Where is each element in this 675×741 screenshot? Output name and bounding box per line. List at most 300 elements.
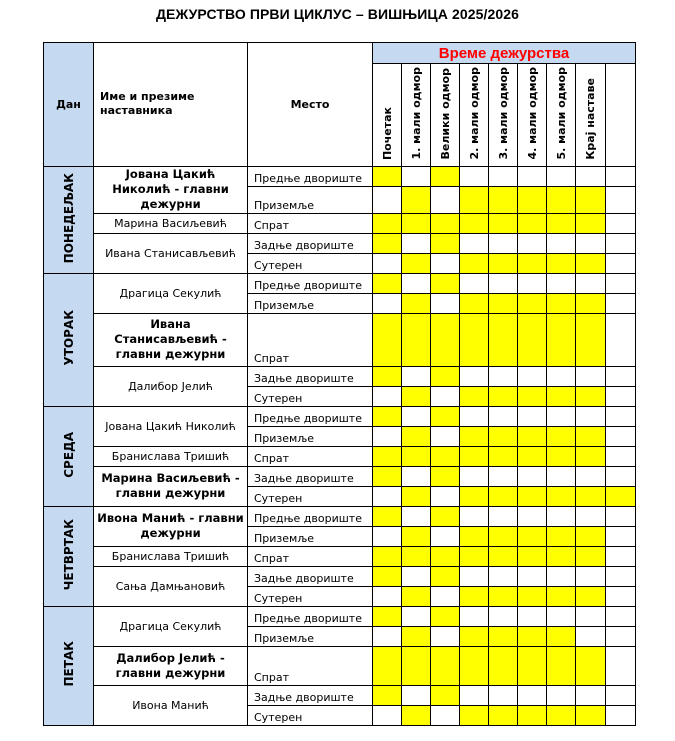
place-cell: Спрат [248, 546, 373, 566]
duty-cell-empty [460, 506, 489, 526]
duty-cell-empty [431, 705, 460, 725]
header-time-column [547, 64, 576, 167]
duty-cell-empty [606, 626, 636, 646]
duty-cell-active [460, 186, 489, 213]
duty-cell-active [431, 606, 460, 626]
duty-cell-active [489, 586, 518, 606]
duty-cell-empty [606, 233, 636, 253]
duty-cell-active [402, 313, 431, 366]
duty-cell-empty [402, 233, 431, 253]
duty-cell-active [518, 386, 547, 406]
duty-cell-active [402, 293, 431, 313]
duty-cell-empty [402, 406, 431, 426]
schedule-row [44, 606, 636, 626]
duty-cell-active [576, 646, 606, 685]
duty-cell-empty [547, 606, 576, 626]
duty-cell-empty [431, 253, 460, 273]
duty-cell-active [518, 213, 547, 233]
duty-cell-active [431, 685, 460, 705]
duty-cell-empty [373, 526, 402, 546]
schedule-row [44, 566, 636, 586]
duty-cell-active [576, 586, 606, 606]
place-cell: Спрат [248, 313, 373, 366]
place-cell: Предње двориште [248, 166, 373, 186]
duty-cell-active [518, 186, 547, 213]
duty-cell-empty [518, 506, 547, 526]
duty-cell-empty [402, 366, 431, 386]
duty-cell-active [431, 233, 460, 253]
duty-cell-active [402, 386, 431, 406]
duty-cell-empty [606, 273, 636, 293]
schedule-row [44, 366, 636, 386]
duty-cell-empty [402, 166, 431, 186]
header-time-column [576, 64, 606, 167]
day-cell [44, 273, 94, 406]
duty-cell-empty [606, 606, 636, 626]
header-time-column [489, 64, 518, 167]
duty-cell-active [460, 526, 489, 546]
duty-cell-empty [489, 366, 518, 386]
duty-cell-active [460, 646, 489, 685]
duty-cell-active [576, 253, 606, 273]
duty-cell-active [518, 626, 547, 646]
duty-cell-active [431, 366, 460, 386]
duty-cell-active [547, 486, 576, 506]
duty-cell-empty [518, 166, 547, 186]
duty-cell-active [373, 466, 402, 486]
duty-cell-active [460, 486, 489, 506]
duty-cell-empty [547, 366, 576, 386]
duty-cell-active [518, 253, 547, 273]
duty-cell-active [547, 293, 576, 313]
duty-cell-empty [460, 566, 489, 586]
place-cell: Задње двориште [248, 685, 373, 705]
place-cell: Спрат [248, 646, 373, 685]
duty-cell-active [402, 546, 431, 566]
duty-cell-active [489, 486, 518, 506]
duty-cell-active [489, 705, 518, 725]
duty-cell-active [431, 646, 460, 685]
duty-cell-active [518, 426, 547, 446]
place-cell: Задње двориште [248, 566, 373, 586]
duty-cell-empty [547, 406, 576, 426]
duty-cell-active [547, 446, 576, 466]
header-time-column [460, 64, 489, 167]
duty-cell-empty [606, 446, 636, 466]
duty-cell-empty [431, 626, 460, 646]
teacher-name: Ивона Манић [94, 685, 248, 725]
duty-cell-active [576, 426, 606, 446]
duty-cell-active [489, 526, 518, 546]
duty-cell-active [547, 526, 576, 546]
duty-cell-active [431, 506, 460, 526]
duty-cell-empty [489, 406, 518, 426]
duty-cell-empty [518, 566, 547, 586]
duty-cell-empty [489, 566, 518, 586]
duty-cell-empty [606, 506, 636, 526]
duty-cell-empty [606, 386, 636, 406]
duty-cell-active [402, 526, 431, 546]
duty-cell-empty [518, 366, 547, 386]
duty-cell-active [402, 705, 431, 725]
duty-cell-empty [402, 273, 431, 293]
duty-cell-active [576, 293, 606, 313]
duty-cell-empty [373, 626, 402, 646]
duty-cell-active [373, 685, 402, 705]
duty-cell-active [576, 705, 606, 725]
duty-cell-active [489, 313, 518, 366]
place-cell: Приземље [248, 426, 373, 446]
duty-cell-active [576, 446, 606, 466]
duty-cell-empty [431, 526, 460, 546]
duty-cell-active [402, 186, 431, 213]
duty-cell-active [518, 446, 547, 466]
schedule-row [44, 233, 636, 253]
page-title: ДЕЖУРСТВО ПРВИ ЦИКЛУС – ВИШЊИЦА 2025/2026 [155, 6, 520, 22]
duty-cell-empty [576, 606, 606, 626]
duty-cell-active [402, 213, 431, 233]
duty-cell-empty [518, 685, 547, 705]
duty-cell-active [460, 253, 489, 273]
schedule-row [44, 685, 636, 705]
duty-cell-empty [606, 366, 636, 386]
duty-cell-empty [373, 705, 402, 725]
duty-cell-active [518, 313, 547, 366]
duty-cell-empty [460, 366, 489, 386]
duty-cell-empty [460, 166, 489, 186]
duty-cell-active [373, 606, 402, 626]
schedule-row [44, 166, 636, 186]
duty-cell-empty [373, 426, 402, 446]
duty-cell-active [460, 626, 489, 646]
duty-cell-active [518, 546, 547, 566]
schedule-row [44, 466, 636, 486]
duty-cell-empty [373, 586, 402, 606]
schedule-row [44, 406, 636, 426]
duty-cell-active [373, 446, 402, 466]
duty-cell-empty [489, 685, 518, 705]
teacher-name: Драгица Секулић [94, 606, 248, 646]
place-cell: Задње двориште [248, 466, 373, 486]
header-time-column-label: 2. мали одмор [467, 67, 481, 160]
duty-cell-empty [489, 466, 518, 486]
duty-cell-empty [606, 253, 636, 273]
duty-cell-active [431, 213, 460, 233]
duty-cell-empty [460, 606, 489, 626]
day-label: ПОНЕДЕЉАК [61, 172, 76, 264]
main-teacher-name: Ивона Манић - главни дежурни [94, 506, 248, 546]
duty-cell-active [460, 426, 489, 446]
duty-cell-active [576, 526, 606, 546]
duty-cell-active [547, 253, 576, 273]
duty-cell-active [518, 705, 547, 725]
duty-cell-active [547, 186, 576, 213]
schedule-row [44, 273, 636, 293]
duty-cell-active [518, 293, 547, 313]
duty-cell-active [431, 406, 460, 426]
teacher-name: Бранислава Тришић [94, 546, 248, 566]
schedule-row [44, 546, 636, 566]
place-cell: Задње двориште [248, 233, 373, 253]
duty-cell-empty [460, 406, 489, 426]
duty-cell-active [489, 213, 518, 233]
place-cell: Сутерен [248, 586, 373, 606]
duty-cell-empty [431, 586, 460, 606]
duty-cell-empty [576, 626, 606, 646]
header-time-column [402, 64, 431, 167]
duty-cell-active [402, 646, 431, 685]
header-duty-time: Време дежурства [373, 43, 636, 64]
duty-cell-active [489, 386, 518, 406]
duty-cell-empty [373, 486, 402, 506]
schedule-row [44, 446, 636, 466]
duty-cell-active [489, 626, 518, 646]
duty-cell-empty [518, 273, 547, 293]
duty-cell-empty [431, 386, 460, 406]
duty-cell-empty [606, 186, 636, 213]
place-cell: Сутерен [248, 253, 373, 273]
day-cell [44, 406, 94, 506]
duty-cell-empty [518, 606, 547, 626]
duty-cell-active [606, 486, 636, 506]
main-teacher-name: Марина Васиљевић - главни дежурни [94, 466, 248, 506]
duty-cell-active [547, 313, 576, 366]
teacher-name: Ивана Станисављевић [94, 233, 248, 273]
duty-cell-active [576, 213, 606, 233]
duty-cell-empty [547, 566, 576, 586]
header-day: Дан [44, 43, 94, 167]
duty-cell-empty [460, 273, 489, 293]
day-cell [44, 606, 94, 725]
duty-cell-empty [489, 506, 518, 526]
duty-cell-active [518, 486, 547, 506]
teacher-name: Јована Цакић Николић [94, 406, 248, 446]
duty-cell-active [460, 546, 489, 566]
duty-cell-empty [518, 233, 547, 253]
duty-cell-empty [431, 486, 460, 506]
duty-cell-active [373, 366, 402, 386]
duty-cell-empty [606, 546, 636, 566]
header-time-column [606, 64, 636, 167]
duty-cell-empty [460, 685, 489, 705]
duty-cell-active [547, 386, 576, 406]
place-cell: Сутерен [248, 386, 373, 406]
duty-schedule-table [43, 42, 636, 726]
duty-cell-active [431, 566, 460, 586]
duty-cell-active [489, 646, 518, 685]
header-time-column [431, 64, 460, 167]
duty-cell-empty [373, 293, 402, 313]
teacher-name: Сања Дамњановић [94, 566, 248, 606]
duty-cell-active [402, 426, 431, 446]
day-cell [44, 166, 94, 273]
duty-cell-empty [576, 406, 606, 426]
duty-cell-active [373, 566, 402, 586]
duty-cell-active [547, 586, 576, 606]
header-time-column-label: 1. мали одмор [409, 67, 423, 160]
duty-cell-empty [373, 386, 402, 406]
duty-cell-active [576, 186, 606, 213]
header-time-column-label: 4. мали одмор [525, 67, 539, 160]
day-label: ПЕТАК [61, 641, 76, 687]
duty-cell-active [402, 446, 431, 466]
place-cell: Сутерен [248, 705, 373, 725]
main-teacher-name: Ивана Станисављевић - главни дежурни [94, 313, 248, 366]
duty-cell-empty [518, 466, 547, 486]
duty-cell-active [489, 446, 518, 466]
duty-cell-empty [576, 506, 606, 526]
duty-cell-empty [606, 293, 636, 313]
duty-cell-active [460, 313, 489, 366]
duty-cell-active [402, 586, 431, 606]
duty-cell-active [373, 406, 402, 426]
duty-cell-active [518, 526, 547, 546]
duty-cell-active [460, 705, 489, 725]
duty-cell-empty [576, 466, 606, 486]
duty-cell-active [402, 486, 431, 506]
duty-cell-empty [431, 426, 460, 446]
duty-cell-empty [606, 646, 636, 685]
duty-cell-empty [489, 273, 518, 293]
day-label: СРЕДА [61, 431, 76, 478]
duty-cell-active [547, 626, 576, 646]
duty-cell-active [373, 506, 402, 526]
duty-cell-active [489, 293, 518, 313]
duty-cell-active [547, 213, 576, 233]
duty-cell-active [431, 546, 460, 566]
duty-cell-active [431, 166, 460, 186]
duty-cell-active [547, 426, 576, 446]
duty-cell-active [489, 253, 518, 273]
duty-cell-empty [489, 166, 518, 186]
duty-cell-active [373, 646, 402, 685]
duty-cell-empty [606, 426, 636, 446]
duty-cell-active [431, 446, 460, 466]
duty-cell-empty [402, 566, 431, 586]
day-cell [44, 506, 94, 606]
header-place: Место [248, 43, 373, 167]
duty-cell-active [402, 253, 431, 273]
place-cell: Приземље [248, 626, 373, 646]
header-time-column-label: Крај наставе [584, 77, 597, 160]
duty-cell-active [460, 213, 489, 233]
duty-cell-active [373, 213, 402, 233]
duty-cell-empty [373, 253, 402, 273]
schedule-row [44, 213, 636, 233]
place-cell: Предње двориште [248, 406, 373, 426]
header-time-column [373, 64, 402, 167]
duty-cell-empty [606, 586, 636, 606]
duty-cell-active [547, 546, 576, 566]
duty-cell-active [576, 486, 606, 506]
header-time-column-label: 5. мали одмор [554, 67, 568, 160]
duty-cell-empty [576, 366, 606, 386]
day-label: ЧЕТВРТАК [61, 518, 76, 591]
schedule-row [44, 506, 636, 526]
duty-cell-empty [402, 685, 431, 705]
duty-cell-empty [402, 606, 431, 626]
duty-cell-empty [606, 313, 636, 366]
duty-cell-active [460, 293, 489, 313]
header-teacher-name: Име и презиме наставника [94, 43, 248, 167]
duty-cell-empty [606, 566, 636, 586]
duty-cell-active [373, 166, 402, 186]
place-cell: Задње двориште [248, 366, 373, 386]
duty-cell-empty [606, 466, 636, 486]
duty-cell-empty [606, 685, 636, 705]
place-cell: Спрат [248, 213, 373, 233]
teacher-name: Драгица Секулић [94, 273, 248, 313]
duty-cell-active [576, 386, 606, 406]
duty-cell-active [431, 466, 460, 486]
duty-cell-empty [576, 233, 606, 253]
header-time-column-label: Почетак [380, 106, 394, 160]
duty-cell-empty [518, 406, 547, 426]
duty-cell-empty [489, 606, 518, 626]
duty-cell-empty [547, 506, 576, 526]
duty-cell-empty [576, 166, 606, 186]
place-cell: Сутерен [248, 486, 373, 506]
duty-cell-empty [489, 233, 518, 253]
duty-cell-empty [576, 685, 606, 705]
duty-cell-active [373, 273, 402, 293]
duty-cell-active [373, 313, 402, 366]
place-cell: Предње двориште [248, 506, 373, 526]
place-cell: Приземље [248, 293, 373, 313]
duty-cell-active [460, 446, 489, 466]
duty-cell-active [489, 426, 518, 446]
duty-cell-empty [606, 705, 636, 725]
schedule-row [44, 313, 636, 366]
schedule-row [44, 646, 636, 685]
teacher-name: Бранислава Тришић [94, 446, 248, 466]
header-time-column [518, 64, 547, 167]
day-label: УТОРАК [61, 310, 76, 366]
duty-cell-active [576, 546, 606, 566]
place-cell: Приземље [248, 526, 373, 546]
duty-cell-empty [431, 293, 460, 313]
header-time-column-label: 3. мали одмор [496, 67, 510, 160]
duty-cell-empty [373, 186, 402, 213]
duty-cell-active [402, 626, 431, 646]
teacher-name: Марина Васиљевић [94, 213, 248, 233]
duty-cell-active [489, 186, 518, 213]
duty-cell-empty [606, 526, 636, 546]
duty-cell-empty [402, 466, 431, 486]
place-cell: Предње двориште [248, 606, 373, 626]
duty-cell-active [460, 586, 489, 606]
duty-cell-empty [547, 166, 576, 186]
duty-cell-active [547, 705, 576, 725]
duty-cell-active [576, 313, 606, 366]
duty-cell-active [547, 646, 576, 685]
duty-cell-empty [547, 233, 576, 253]
duty-cell-active [373, 546, 402, 566]
teacher-name: Далибор Јелић [94, 366, 248, 406]
duty-cell-empty [547, 273, 576, 293]
duty-cell-active [518, 586, 547, 606]
duty-cell-empty [606, 166, 636, 186]
main-teacher-name: Далибор Јелић - главни дежурни [94, 646, 248, 685]
main-teacher-name: Јована Цакић Николић - главни дежурни [94, 166, 248, 213]
duty-cell-active [431, 313, 460, 366]
header-time-column-label: Велики одмор [438, 68, 452, 160]
place-cell: Спрат [248, 446, 373, 466]
duty-cell-empty [576, 566, 606, 586]
duty-cell-active [489, 546, 518, 566]
duty-cell-active [518, 646, 547, 685]
duty-cell-empty [460, 233, 489, 253]
